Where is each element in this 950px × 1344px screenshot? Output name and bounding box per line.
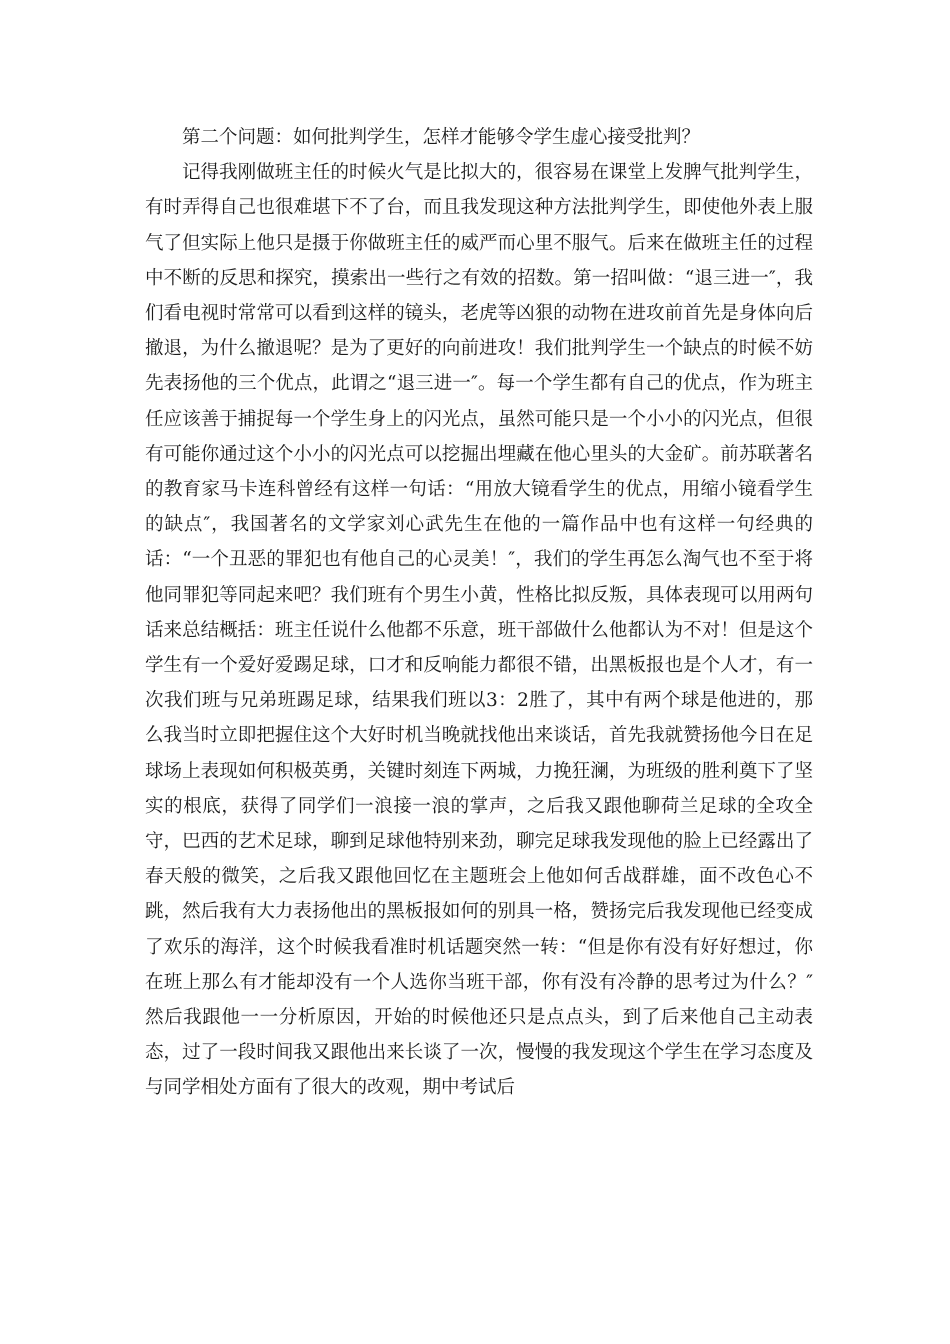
- document-body: [145, 120, 813, 1106]
- section-heading: 第二个问题：如何批判学生，怎样才能够令学生虚心接受批判？: [182, 127, 701, 148]
- body-paragraph: 记得我刚做班主任的时候火气是比拟大的，很容易在课堂上发脾气批判学生，有时弄得自己也很难堪下不了台，而且我发现这种方法批判学生，即使他外表上服气了但实际上他只是摄于你做班主任的威严而心里不服气。后来在做班主任的过程中不断的反思和探究，摸索出一些行之有效的招数。第一招叫做：“退三进一″，我们看电视时常常可以看到这样的镜头，老虎等凶狠的动物在进攻前首先是身体向后撤退，为什么撤退呢？是为了更好的向前进攻！我们批判学生一个缺点的时候不妨先表扬他的三个优点，此谓之“退三进一″。每一个学生都有自己的优点，作为班主任应该善于捕捉每一个学生身上的闪光点，虽然可能只是一个小小的闪光点，但很有可能你通过这个小小的闪光点可以挖掘出埋藏在他心里头的大金矿。前苏联著名的教育家马卡连科曾经有这样一句话：“用放大镜看学生的优点，用缩小镜看学生的缺点″，我国著名的文学家刘心武先生在他的一篇作品中也有这样一句经典的话：“一个丑恶的罪犯也有他自己的心灵美！″，我们的学生再怎么淘气也不至于将他同罪犯等同起来吧？我们班有个男生小黄，性格比拟反叛，具体表现可以用两句话来总结概括：班主任说什么他都不乐意，班干部做什么他都认为不对！但是这个学生有一个爱好爱踢足球，口才和反响能力都很不错，出黑板报也是个人才，有一次我们班与兄弟班踢足球，结果我们班以3：2胜了，其中有两个球是他进的，那么我当时立即把握住这个大好时机当晚就找他出来谈话，首先我就赞扬他今日在足球场上表现如何积极英勇，关键时刻连下两城，力挽狂澜，为班级的胜利奠下了坚实的根底，获得了同学们一浪接一浪的掌声，之后我又跟他聊荷兰足球的全攻全守，巴西的艺术足球，聊到足球他特别来劲，聊完足球我发现他的脸上已经露出了春天般的微笑，之后我又跟他回忆在主题班会上他如何舌战群雄，面不改色心不跳，然后我有大力表扬他出的黑板报如何的别具一格，赞扬完后我发现他已经变成了欢乐的海洋，这个时候我看准时机话题突然一转：“但是你有没有好好想过，你在班上那么有才能却没有一个人选你当班干部，你有没有冷静的思考过为什么？″然后我跟他一一分析原因，开始的时候他还只是点点头，到了后来他自己主动表态，过了一段时间我又跟他出来长谈了一次，慢慢的我发现这个学生在学习态度及与同学相处方面有了很大的改观，期中考试后: [145, 162, 813, 1099]
